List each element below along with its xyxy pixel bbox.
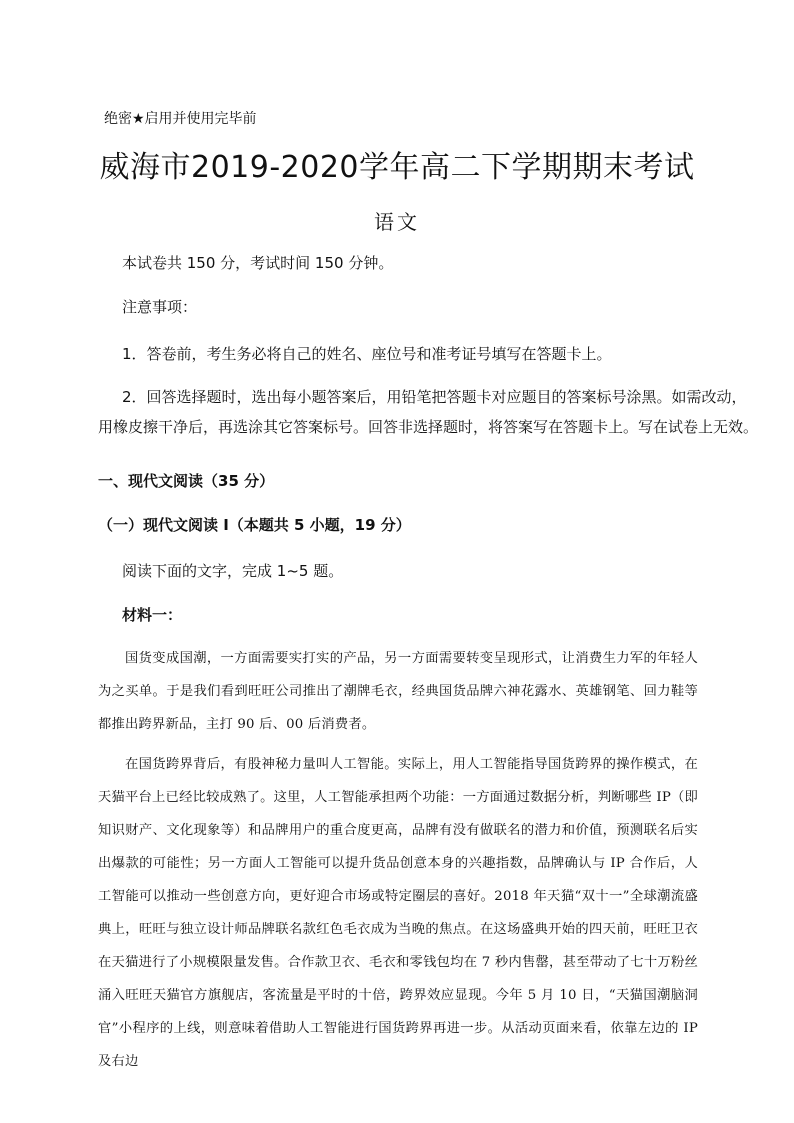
material-label: 材料一： — [122, 606, 183, 624]
material-paragraph-1: 国货变成国潮，一方面需要实打实的产品，另一方面需要转变呈现形式，让消费生力军的年轻人为之买单。于是我们看到旺旺公司推出了潮牌毛衣，经典国货品牌六神花露水、英雄钢笔、回力鞋等都推出跨界新品，主打 90 后、00 后消费者。 — [98, 651, 698, 732]
notes-heading: 注意事项： — [122, 298, 198, 316]
note-2-line-2: 用橡皮擦干净后，再选涂其它答案标号。回答非选择题时，将答案写在答题卡上。写在试卷上无效。 — [98, 418, 759, 436]
reading-instruction: 阅读下面的文字，完成 1~5 题。 — [122, 562, 344, 580]
section-heading: 一、现代文阅读（35 分） — [98, 472, 275, 490]
confidential-note: 绝密★启用并使用完毕前 — [104, 111, 257, 127]
subject-title: 语文 — [374, 210, 420, 234]
exam-intro: 本试卷共 150 分，考试时间 150 分钟。 — [122, 254, 394, 272]
material-paragraph-2: 在国货跨界背后，有股神秘力量叫人工智能。实际上，用人工智能指导国货跨界的操作模式，在天猫平台上已经比较成熟了。这里，人工智能承担两个功能：一方面通过数据分析，判断哪些 IP（即知识财产、文化现象等）和品牌用户的重合度更高，品牌有没有做联名的潜力和价值，预测联名后实出爆款的可能性；另一方面人工智能可以提升货品创意本身的兴趣指数，品牌确认与 IP 合作后，人工智能可以推动一些创意方向，更好迎合市场或特定圈层的喜好。2018 年天猫“双十一”全球潮流盛典上，旺旺与独立设计师品牌联名款红色毛衣成为当晚的焦点。在这场盛典开始的四天前，旺旺卫衣在天猫进行了小规模限量发售。合作款卫衣、毛衣和零钱包均在 7 秒内售罄，甚至带动了七十万粉丝涌入旺旺天猫官方旗舰店，客流量是平时的十倍，跨界效应显现。今年 5 月 10 日，“天猫国潮脑洞官”小程序的上线，则意味着借助人工智能进行国货跨界再进一步。从活动页面来看，依靠左边的 IP 及右边 — [98, 757, 698, 1069]
subsection-heading: （一）现代文阅读 I（本题共 5 小题，19 分） — [98, 516, 411, 534]
note-1: 1．答卷前，考生务必将自己的姓名、座位号和准考证号填写在答题卡上。 — [122, 345, 612, 363]
note-2-line-1: 2．回答选择题时，选出每小题答案后，用铅笔把答题卡对应题目的答案标号涂黑。如需改动， — [122, 388, 747, 406]
page-title: 威海市2019-2020学年高二下学期期末考试 — [99, 150, 695, 185]
